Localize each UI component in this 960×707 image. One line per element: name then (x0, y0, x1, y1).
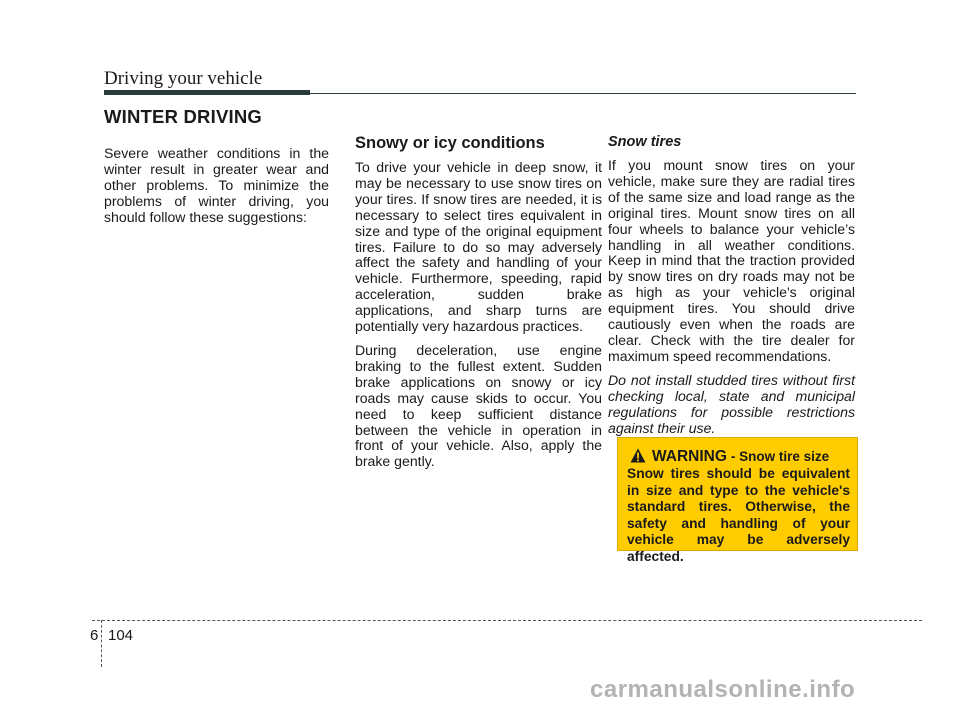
column-intro (104, 146, 329, 234)
footer-dash-horizontal (92, 620, 922, 621)
warning-text: Snow tires should be equivalent in size and type to the vehicle's standard tires. Otherwise, the safety and handling of your vehicle may be adversely affected. (627, 466, 850, 564)
header-rule-thick (104, 90, 310, 95)
warning-subtitle: - Snow tire size (730, 449, 830, 464)
footer-dash-vertical (101, 620, 102, 667)
page-chapter: 6 (90, 627, 99, 644)
warning-header (630, 446, 829, 466)
warning-label: WARNING (652, 448, 727, 465)
snow-tires-paragraph-2: Do not install studded tires without first checking local, state and municipal regulations for possible restrictions against their use. (608, 371, 855, 436)
snow-tires-paragraph-1: If you mount snow tires on your vehicle, make sure they are radial tires of the same size and load range as the original tires. Mount snow tires on all four wheels to balance your vehicle’s handling in all weather conditions. Keep in mind that the traction provided by snow tires on dry roads may not be as high as your vehicle's original equipment tires. You should drive cautiously even when the roads are clear. Check with the tire dealer for maximum speed recommendations. (608, 157, 855, 364)
header-title: Driving your vehicle (104, 68, 263, 89)
warning-box (617, 437, 858, 564)
snow-tires-heading: Snow tires (608, 134, 682, 150)
page-number: 104 (108, 627, 134, 644)
snowy-icy-paragraph-1: To drive your vehicle in deep snow, it may be necessary to use snow tires on your tires. If snow tires are needed, it is necessary to select tires equivalent in size and type of the original equipment tires. Failure to do so may adversely affect the safety and handling of your vehicle. Furthermore, speeding, rapid acceleration, sudden brake applications, and sharp turns are potentially very hazardous practices. (355, 159, 602, 335)
watermark: carmanualsonline.info (590, 676, 856, 703)
section-title: WINTER DRIVING (104, 106, 262, 127)
warning-triangle-icon (630, 448, 646, 463)
snowy-icy-heading: Snowy or icy conditions (355, 134, 545, 152)
column-snow-tires (608, 134, 855, 444)
column-snowy-icy (355, 134, 602, 478)
intro-paragraph: Severe weather conditions in the winter result in greater wear and other problems. To minimize the problems of winter driving, you should follow these suggestions: (104, 145, 329, 225)
header-rule-thin (310, 93, 856, 94)
snowy-icy-paragraph-2: During deceleration, use engine braking to the fullest extent. Sudden brake applications on snowy or icy roads may cause skids to occur. You need to keep sufficient distance between the vehicle in operation in front of your vehicle. Also, apply the brake gently. (355, 341, 602, 470)
